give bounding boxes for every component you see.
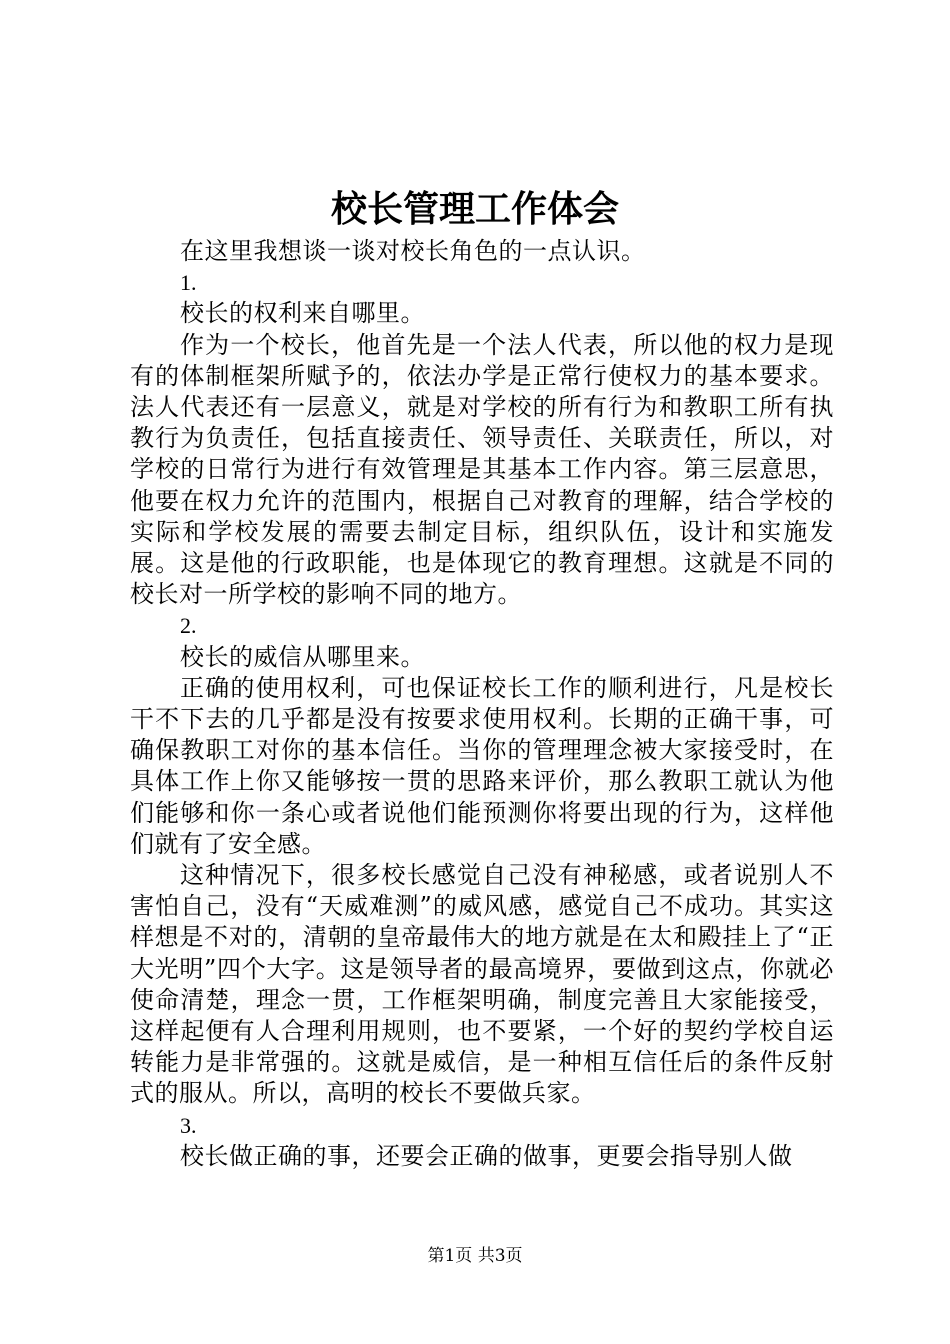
paragraph: 校长的权利来自哪里。 (180, 299, 425, 328)
paragraph: 校长做正确的事，还要会正确的做事，更要会指导别人做 (180, 1141, 793, 1170)
section-number: 3. (180, 1112, 197, 1138)
paragraph: 校长的威信从哪里来。 (180, 642, 425, 671)
document-title: 校长管理工作体会 (330, 188, 619, 230)
paragraph: 这种情况下，很多校长感觉自己没有神秘感，或者说别人不害怕自己，没有“天威难测”的威风感，感觉自己不成功。其实这样想是不对的，清朝的皇帝最伟大的地方就是在太和殿挂上了“正大光明”四个大字。这是领导者的最高境界，要做到这点，你就必使命清楚，理念一贯，工作框架明确，制度完善且大家能接受，这样起便有人合理利用规则，也不要紧，一个好的契约学校自运转能力是非常强的。这就是威信，是一种相互信任后的条件反射式的服从。所以，高明的校长不要做兵家。 (130, 861, 834, 1108)
paragraph: 作为一个校长，他首先是一个法人代表，所以他的权力是现有的体制框架所赋予的，依法办学是正常行使权力的基本要求。法人代表还有一层意义，就是对学校的所有行为和教职工所有执教行为负责任，包括直接责任、领导责任、关联责任，所以，对学校的日常行为进行有效管理是其基本工作内容。第三层意思，他要在权力允许的范围内，根据自己对教育的理解，结合学校的实际和学校发展的需要去制定目标，组织队伍，设计和实施发展。这是他的行政职能，也是体现它的教育理想。这就是不同的校长对一所学校的影响不同的地方。 (130, 330, 834, 609)
page-footer: 第1页 共3页 (427, 1246, 523, 1266)
section-number: 2. (180, 613, 197, 639)
paragraph: 正确的使用权利，可也保证校长工作的顺利进行，凡是校长干不下去的几乎都是没有按要求使用权利。长期的正确干事，可确保教职工对你的基本信任。当你的管理理念被大家接受时，在具体工作上你又能够按一贯的思路来评价，那么教职工就认为他们能够和你一条心或者说他们能预测你将要出现的行为，这样他们就有了安全感。 (130, 673, 834, 858)
document-body (130, 236, 834, 1172)
paragraph: 在这里我想谈一谈对校长角色的一点认识。 (180, 237, 646, 265)
section-number: 1. (180, 270, 197, 296)
